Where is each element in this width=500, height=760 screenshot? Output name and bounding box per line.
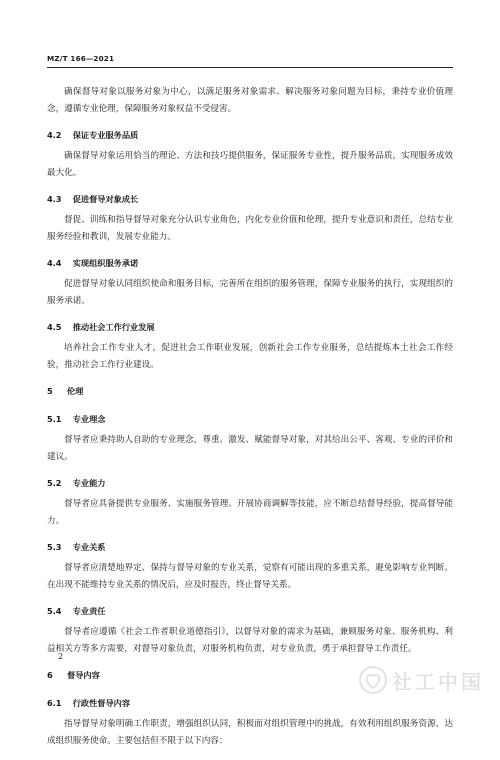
chapter-number: 5 [47,386,53,396]
heart-leaf-logo-icon [358,665,388,695]
section-6-1 [47,696,453,750]
chapter-number: 6 [47,670,53,680]
watermark [358,665,484,695]
section-heading [47,256,453,270]
section-title: 实现组织服务承诺 [72,258,139,268]
section-5-1 [47,412,453,466]
section-4-5 [47,320,453,374]
header-divider [47,67,453,68]
section-paragraph: 督促、训练和指导督导对象充分认识专业角色，内化专业价值和伦理，提升专业意识和责任，总结专业服务经验和教训，发展专业能力。 [47,215,453,242]
section-number: 5.2 [47,478,62,488]
document-body [47,84,453,760]
section-4-2 [47,128,453,182]
section-paragraph: 促进督导对象认同组织使命和服务目标，完善所在组织的服务管理，保障专业服务的执行，实现组织的服务承诺。 [47,279,453,306]
section-heading [47,540,453,554]
section-4-3 [47,192,453,246]
watermark-text: 社工中国 [392,669,484,694]
section-number: 5.4 [47,606,62,616]
section-title: 行政性督导内容 [72,698,131,708]
chapter-title: 督导内容 [67,670,100,680]
section-paragraph: 督导者应遵循《社会工作者职业道德指引》，以督导对象的需求为基础，兼顾服务对象、服务机构、利益相关方等多方需要，对督导对象负责，对服务机构负责，对专业负责，勇于承担督导工作责任。 [47,627,453,654]
chapter-title: 伦理 [67,386,84,396]
section-number: 4.2 [47,130,62,140]
section-paragraph: 培养社会工作专业人才，促进社会工作职业发展，创新社会工作专业服务，总结提炼本土社会工作经验，推动社会工作行业建设。 [47,343,453,370]
section-title: 专业理念 [72,414,106,424]
page-number: 2 [58,652,64,661]
section-title: 促进督导对象成长 [72,194,139,204]
section-number: 4.3 [47,194,62,204]
section-heading [47,476,453,490]
section-title: 专业能力 [72,478,106,488]
document-code: MZ/T 166—2021 [47,54,115,63]
section-5-4 [47,604,453,658]
section-title: 保证专业服务品质 [72,130,139,140]
section-paragraph: 督导者应具备提供专业服务、实施服务管理、开展协商调解等技能，应不断总结督导经验，提高督导能力。 [47,499,453,526]
section-title: 推动社会工作行业发展 [72,322,155,332]
section-number: 4.4 [47,258,62,268]
chapter-5-heading [47,384,453,398]
intro-paragraph: 确保督导对象以服务对象为中心，以满足服务对象需求、解决服务对象问题为目标，秉持专业价值理念，遵循专业伦理，保障服务对象权益不受侵害。 [47,87,453,114]
section-number: 6.1 [47,698,62,708]
section-4-4 [47,256,453,310]
section-heading [47,696,453,710]
section-paragraph: 确保督导对象运用恰当的理论、方法和技巧提供服务，保证服务专业性，提升服务品质，实现服务成效最大化。 [47,151,453,178]
section-heading [47,320,453,334]
section-heading [47,412,453,426]
section-heading [47,604,453,618]
section-5-3 [47,540,453,594]
section-5-2 [47,476,453,530]
section-number: 5.1 [47,414,62,424]
section-heading [47,128,453,142]
section-number: 5.3 [47,542,62,552]
section-title: 专业责任 [72,606,106,616]
section-number: 4.5 [47,322,62,332]
section-paragraph: 指导督导对象明确工作职责，增强组织认同，积极面对组织管理中的挑战，有效利用组织服务资源，达成组织服务使命。主要包括但不限于以下内容： [47,719,453,746]
section-title: 专业关系 [72,542,106,552]
section-paragraph: 督导者应清楚地界定、保持与督导对象的专业关系，觉察有可能出现的多重关系，避免影响专业判断。在出现不能维持专业关系的情况后，应及时报告，终止督导关系。 [47,563,453,590]
section-paragraph: 督导者应秉持助人自助的专业理念，尊重、激发、赋能督导对象，对其给出公平、客观、专业的评价和建议。 [47,435,453,462]
section-heading [47,192,453,206]
